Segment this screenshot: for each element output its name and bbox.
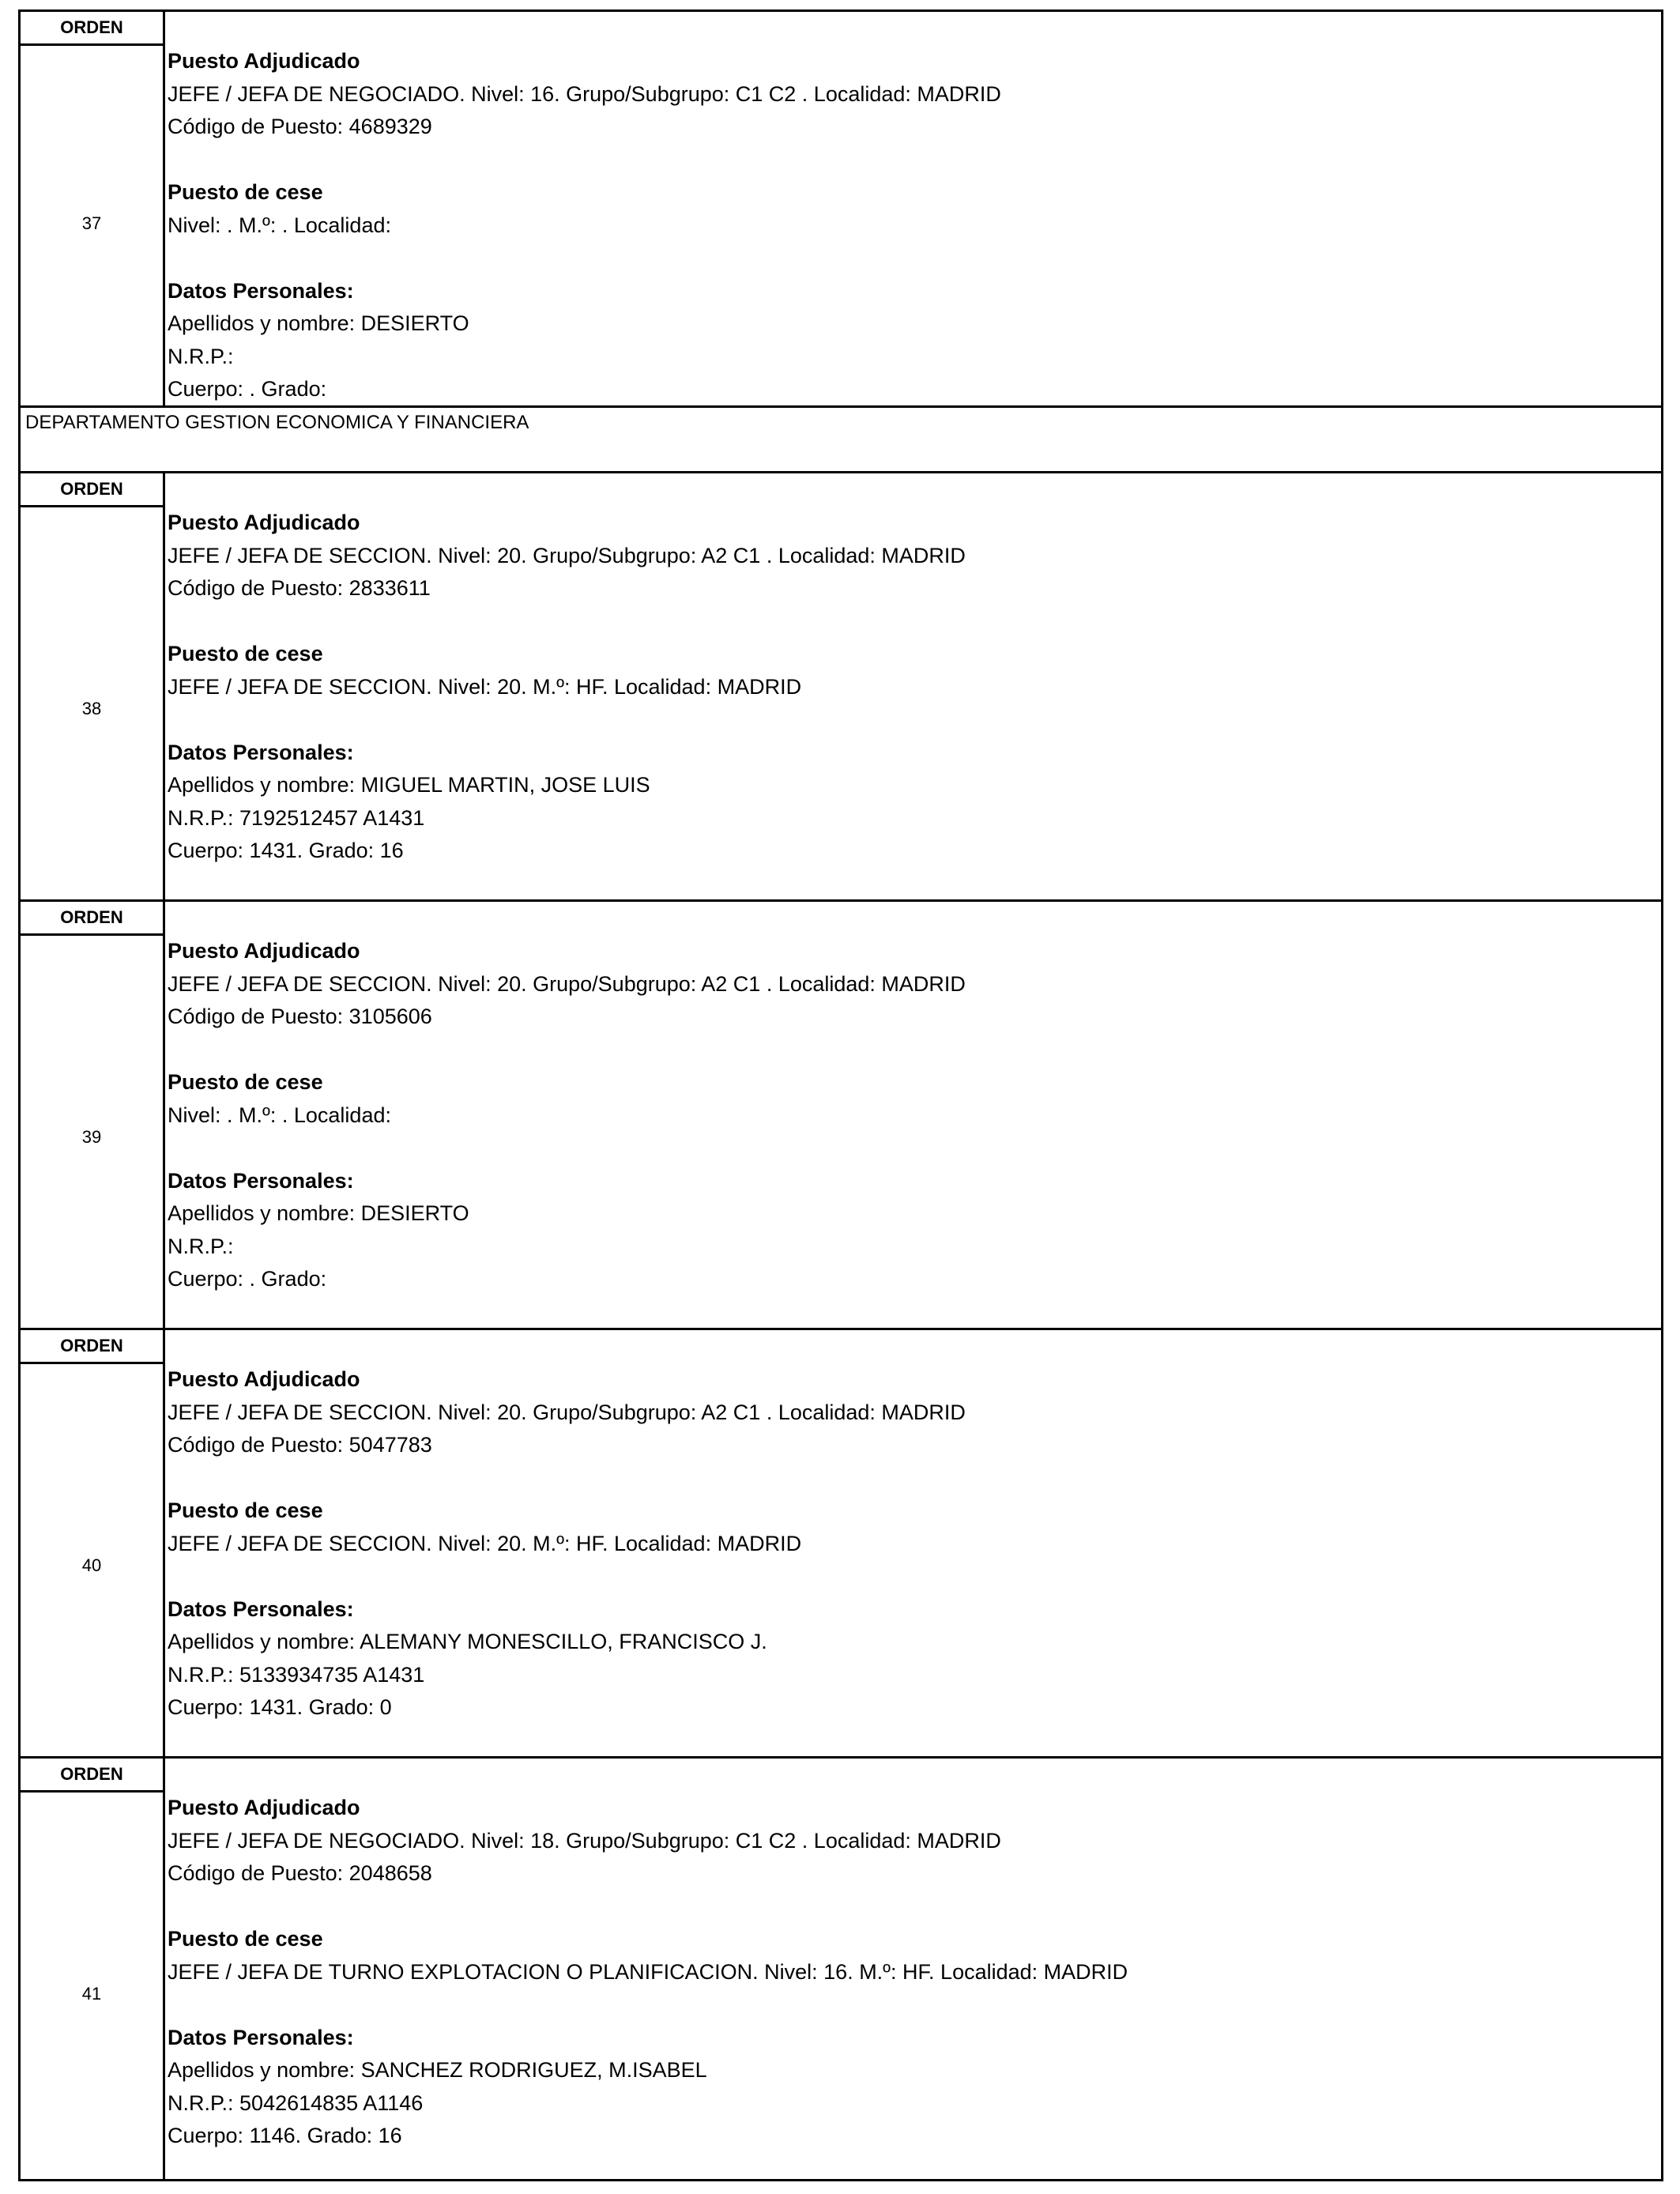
orden-column	[21, 1759, 165, 2181]
record-row	[21, 1328, 1661, 1756]
apellidos-nombre: Apellidos y nombre: DESIERTO	[168, 311, 469, 335]
nrp: N.R.P.: 5133934735 A1431	[168, 1662, 425, 1687]
cuerpo-grado: Cuerpo: . Grado:	[168, 377, 327, 401]
datos-personales-heading: Datos Personales:	[168, 740, 354, 764]
datos-personales-heading: Datos Personales:	[168, 278, 354, 303]
puesto-cese-heading: Puesto de cese	[168, 642, 323, 665]
puesto-adjudicado-text: JEFE / JEFA DE NEGOCIADO. Nivel: 16. Grupo/Subgrupo: C1 C2 . Localidad: MADRID	[168, 81, 1001, 106]
orden-column	[21, 902, 165, 1328]
department-row	[21, 405, 1661, 471]
puesto-adjudicado-heading: Puesto Adjudicado	[168, 511, 360, 534]
puesto-cese-text: JEFE / JEFA DE SECCION. Nivel: 20. M.º: HF. Localidad: MADRID	[168, 674, 802, 699]
puesto-cese-text: Nivel: . M.º: . Localidad:	[168, 1103, 391, 1127]
orden-label: ORDEN	[21, 1330, 163, 1364]
record-row	[21, 9, 1661, 405]
datos-personales-heading: Datos Personales:	[168, 1596, 354, 1621]
record-row	[21, 1756, 1661, 2181]
puesto-cese-text: Nivel: . M.º: . Localidad:	[168, 213, 391, 237]
orden-column	[21, 473, 165, 899]
record-row	[21, 899, 1661, 1328]
record-details	[168, 507, 1653, 868]
cuerpo-grado: Cuerpo: 1431. Grado: 16	[168, 839, 404, 862]
puesto-adjudicado-heading: Puesto Adjudicado	[168, 939, 360, 963]
cuerpo-grado: Cuerpo: 1431. Grado: 0	[168, 1695, 392, 1719]
record-details	[168, 45, 1653, 406]
puesto-cese-text: JEFE / JEFA DE SECCION. Nivel: 20. M.º: HF. Localidad: MADRID	[168, 1531, 802, 1555]
record-details	[168, 1363, 1653, 1725]
puesto-adjudicado-text: JEFE / JEFA DE SECCION. Nivel: 20. Grupo/Subgrupo: A2 C1 . Localidad: MADRID	[168, 543, 966, 567]
puesto-cese-heading: Puesto de cese	[168, 1927, 323, 1951]
nrp: N.R.P.: 7192512457 A1431	[168, 805, 425, 830]
record-details	[168, 1792, 1653, 2153]
orden-number: 37	[81, 213, 102, 233]
orden-label: ORDEN	[21, 902, 163, 936]
orden-number: 39	[81, 1127, 102, 1147]
puesto-adjudicado-heading: Puesto Adjudicado	[168, 1367, 360, 1391]
apellidos-nombre: Apellidos y nombre: ALEMANY MONESCILLO, FRANCISCO J.	[168, 1630, 767, 1653]
cuerpo-grado: Cuerpo: . Grado:	[168, 1267, 327, 1291]
orden-column	[21, 12, 165, 405]
record-row	[21, 471, 1661, 899]
orden-label: ORDEN	[21, 1759, 163, 1793]
nrp: N.R.P.:	[168, 1234, 234, 1258]
datos-personales-heading: Datos Personales:	[168, 2025, 354, 2049]
apellidos-nombre: Apellidos y nombre: MIGUEL MARTIN, JOSE LUIS	[168, 773, 650, 797]
codigo-puesto: Código de Puesto: 2048658	[168, 1861, 432, 1885]
datos-personales-heading: Datos Personales:	[168, 1168, 354, 1193]
orden-label: ORDEN	[21, 12, 163, 46]
apellidos-nombre: Apellidos y nombre: SANCHEZ RODRIGUEZ, M.ISABEL	[168, 2058, 707, 2082]
puesto-cese-heading: Puesto de cese	[168, 180, 323, 204]
orden-number: 40	[81, 1555, 102, 1575]
puesto-adjudicado-heading: Puesto Adjudicado	[168, 1796, 360, 1819]
puesto-cese-heading: Puesto de cese	[168, 1498, 323, 1522]
apellidos-nombre: Apellidos y nombre: DESIERTO	[168, 1201, 469, 1225]
puesto-cese-text: JEFE / JEFA DE TURNO EXPLOTACION O PLANIFICACION. Nivel: 16. M.º: HF. Localidad: MADRID	[168, 1959, 1128, 1984]
orden-column	[21, 1330, 165, 1756]
orden-number: 41	[81, 1984, 102, 2004]
department-name: DEPARTAMENTO GESTION ECONOMICA Y FINANCIERA	[25, 412, 529, 433]
codigo-puesto: Código de Puesto: 5047783	[168, 1433, 432, 1457]
puesto-cese-heading: Puesto de cese	[168, 1070, 323, 1094]
nrp: N.R.P.:	[168, 344, 234, 368]
puesto-adjudicado-text: JEFE / JEFA DE SECCION. Nivel: 20. Grupo/Subgrupo: A2 C1 . Localidad: MADRID	[168, 971, 966, 996]
orden-label: ORDEN	[21, 473, 163, 507]
record-details	[168, 935, 1653, 1296]
puesto-adjudicado-heading: Puesto Adjudicado	[168, 49, 360, 73]
cuerpo-grado: Cuerpo: 1146. Grado: 16	[168, 2124, 402, 2147]
results-sheet	[18, 9, 1663, 2181]
codigo-puesto: Código de Puesto: 2833611	[168, 576, 431, 600]
puesto-adjudicado-text: JEFE / JEFA DE NEGOCIADO. Nivel: 18. Grupo/Subgrupo: C1 C2 . Localidad: MADRID	[168, 1828, 1001, 1853]
codigo-puesto: Código de Puesto: 3105606	[168, 1005, 432, 1028]
puesto-adjudicado-text: JEFE / JEFA DE SECCION. Nivel: 20. Grupo/Subgrupo: A2 C1 . Localidad: MADRID	[168, 1400, 966, 1424]
orden-number: 38	[81, 699, 102, 718]
codigo-puesto: Código de Puesto: 4689329	[168, 115, 432, 138]
nrp: N.R.P.: 5042614835 A1146	[168, 2090, 424, 2115]
